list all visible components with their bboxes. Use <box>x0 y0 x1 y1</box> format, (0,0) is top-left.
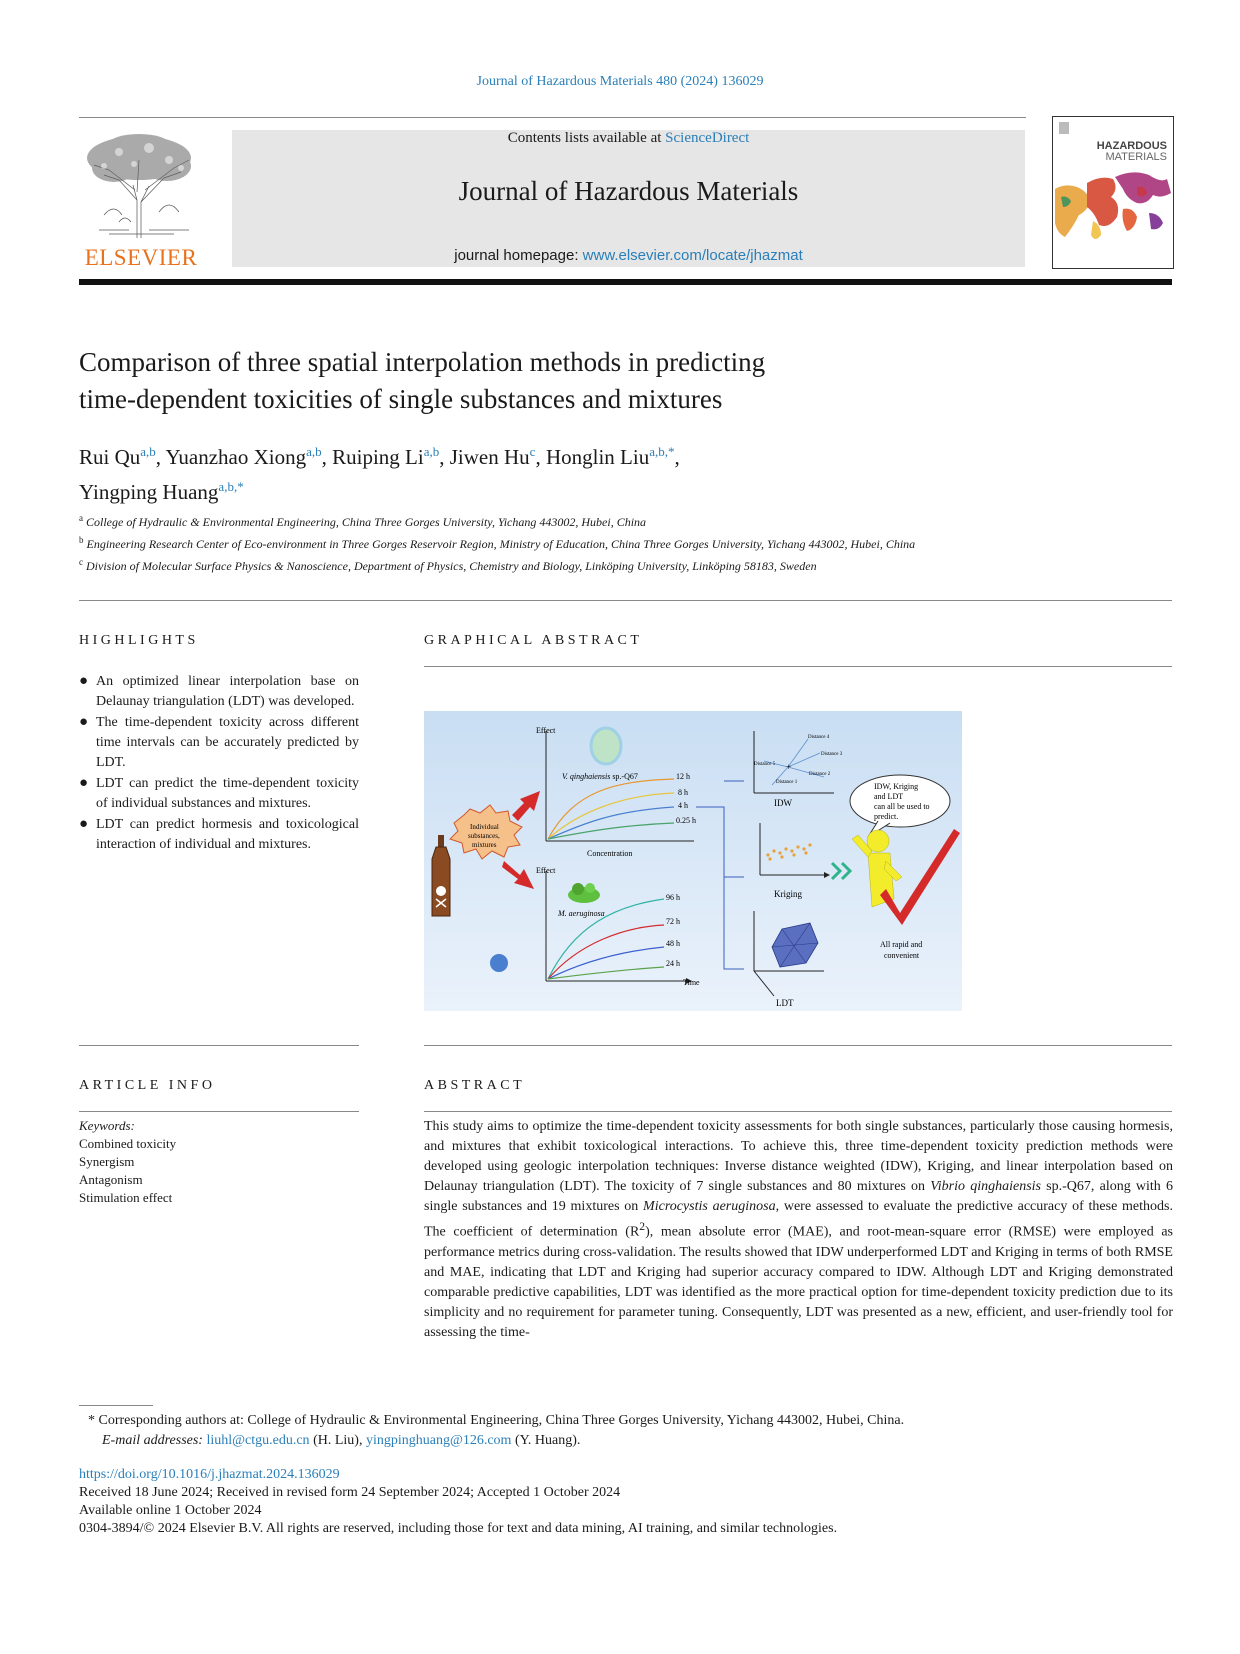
title-line-1: Comparison of three spatial interpolation methods in predicting <box>79 347 766 377</box>
affiliation <box>79 553 1019 575</box>
homepage-prefix: journal homepage: <box>454 247 583 264</box>
ldt-label: LDT <box>776 998 794 1008</box>
highlight-item: ● LDT can predict the time-dependent toxicity of individual substances and mixtures. <box>79 774 359 814</box>
affiliation-mark: c <box>79 557 83 567</box>
journal-cover-image[interactable] <box>1052 116 1174 269</box>
keyword: Synergism <box>79 1154 135 1169</box>
ga-concentration-label: Concentration <box>587 849 633 858</box>
highlight-item: ● LDT can predict hormesis and toxicological interaction of individual and mixtures. <box>79 815 359 855</box>
section-rule <box>424 1045 1172 1046</box>
masthead-rule <box>79 279 1172 285</box>
author <box>332 445 450 469</box>
author <box>79 480 244 504</box>
abstract-species: Microcystis aeruginosa <box>643 1199 776 1214</box>
email2-name: (Y. Huang). <box>511 1433 581 1448</box>
author <box>546 445 680 469</box>
tree-icon <box>79 130 203 240</box>
author-affiliation-mark[interactable]: c <box>529 444 536 459</box>
keyword: Antagonism <box>79 1172 143 1187</box>
label-48h: 48 h <box>666 939 680 948</box>
kriging-label: Kriging <box>774 889 802 899</box>
email-label: E-mail addresses: <box>102 1433 203 1448</box>
cover-title <box>1097 141 1167 163</box>
burst-line1: Individual <box>470 823 499 831</box>
contents-line <box>232 130 1025 147</box>
bubble-line1: IDW, Kriging <box>874 782 919 791</box>
distance5-label: Distance 5 <box>754 762 776 767</box>
ga-vq-label: V. qinghaiensis sp.-Q67 <box>562 772 638 781</box>
highlights-heading: HIGHLIGHTS <box>79 633 199 648</box>
label-72h: 72 h <box>666 917 680 926</box>
contents-prefix: Contents lists available at <box>507 130 666 146</box>
abstract-text-part: This study aims to optimize the time-dependent toxicity assessments for both single substances, particularly those causing hormesis, and mixtures that exhibit toxicological interactions. To achieve this, three time-dependent toxicity prediction methods were developed using geologic interpolation techniques: Inverse distance weighted (IDW), Kriging, and linear interpolation based on Delaunay triangulation (LDT). The toxicity of 7 single substances and 80 mixtures on <box>424 1119 1173 1194</box>
affiliation-mark: a <box>79 513 83 523</box>
abstract-heading: ABSTRACT <box>424 1078 526 1093</box>
abstract-species: Vibrio qinghaiensis <box>930 1179 1041 1194</box>
top-rule <box>79 117 1026 118</box>
journal-title: Journal of Hazardous Materials <box>458 176 799 206</box>
ga-ma-label: M. aeruginosa <box>558 909 605 918</box>
author-affiliation-mark[interactable]: a,b <box>423 444 440 459</box>
article-title <box>79 344 979 418</box>
received-dates: Received 18 June 2024; Received in revised form 24 September 2024; Accepted 1 October 2024 <box>79 1485 621 1500</box>
copyright: 0304-3894/© 2024 Elsevier B.V. All rights are reserved, including those for text and data mining, AI training, and similar technologies. <box>79 1521 838 1536</box>
doi-link[interactable]: https://doi.org/10.1016/j.jhazmat.2024.136029 <box>79 1467 340 1482</box>
article-info-rule <box>79 1111 359 1112</box>
author <box>79 445 166 469</box>
email-link-huang[interactable]: yingpinghuang@126.com <box>365 1433 512 1448</box>
idw-label: IDW <box>774 798 792 808</box>
abstract-body <box>424 1117 1173 1343</box>
ga-rule <box>424 666 1172 667</box>
author-name: Yingping Huang <box>79 480 219 504</box>
distance4-label: Distance 4 <box>808 735 830 740</box>
author-name: Yuanzhao Xiong <box>165 445 307 469</box>
distance3-label: Distance 3 <box>821 752 843 757</box>
burst-line3: mixtures <box>472 841 497 849</box>
label-8h: 8 h <box>678 788 688 797</box>
affiliation-mark: b <box>79 535 84 545</box>
blue-dot <box>490 954 508 972</box>
author-separator: , <box>674 445 680 469</box>
abstract-text-part: sp.-Q67, along with 6 single substances and 19 mixtures on <box>424 1179 1173 1214</box>
author-affiliation-mark[interactable]: a,b,* <box>218 479 244 494</box>
rapid-line1: All rapid and <box>880 940 923 949</box>
highlight-item: ● The time-dependent toxicity across different time intervals can be accurately predicted by LDT. <box>79 713 359 773</box>
affiliation <box>79 531 1019 553</box>
author-affiliation-mark[interactable]: a,b,* <box>649 444 675 459</box>
ga-effect-bottom: Effect <box>536 866 556 875</box>
abstract-rule <box>424 1111 1172 1112</box>
highlights-list <box>79 672 359 856</box>
affiliation-text: College of Hydraulic & Environmental Engineering, China Three Gorges University, Yichang 443002, Hubei, China <box>86 515 647 529</box>
affiliation <box>79 509 1019 531</box>
abstract-text-part: ), mean absolute error (MAE), and root-mean-square error (RMSE) were employed as performance metrics during cross-validation. The results showed that IDW underperformed LDT and Kriging in terms of both RMSE and MAE, indicating that LDT and Kriging had superior accuracy compared to IDW. Although LDT and Kriging demonstrated comparable predictive capabilities, LDT was identified as the more practical option for time-dependent toxicity prediction due to its simplicity and no requirement for parameter tuning. Consequently, LDT was presented as a new, efficient, and user-friendly tool for assessing the time- <box>424 1224 1173 1340</box>
highlight-item: ● An optimized linear interpolation base on Delaunay triangulation (LDT) was developed. <box>79 672 359 712</box>
footnote-rule <box>79 1405 153 1406</box>
affiliation-text: Engineering Research Center of Eco-environment in Three Gorges Reservoir Region, Ministry of Education, China Three Gorges University, Yichang 443002, Hubei, China <box>86 537 916 551</box>
title-line-2: time-dependent toxicities of single substances and mixtures <box>79 384 723 414</box>
affiliation-text: Division of Molecular Surface Physics & Nanoscience, Department of Physics, Chemistry and Biology, Linköping University, Linköping 58183, Sweden <box>86 559 817 573</box>
journal-masthead <box>232 130 1025 267</box>
section-rule <box>79 600 1172 601</box>
author-name: Jiwen Hu <box>449 445 530 469</box>
section-rule <box>79 1045 359 1046</box>
affiliations <box>79 509 1019 575</box>
graphical-abstract-figure[interactable] <box>424 711 962 1011</box>
keyword: Stimulation effect <box>79 1190 173 1205</box>
ga-effect-top: Effect <box>536 726 556 735</box>
ga-svg <box>424 711 962 1011</box>
article-info-heading: ARTICLE INFO <box>79 1078 216 1093</box>
ga-time-label: Time <box>683 978 700 987</box>
author <box>166 445 333 469</box>
author <box>450 445 546 469</box>
author-name: Honglin Liu <box>545 445 650 469</box>
email-link-liu[interactable]: liuhl@ctgu.edu.cn <box>206 1433 310 1448</box>
bacterium-icon <box>591 728 621 764</box>
abstract-superscript: 2 <box>639 1220 646 1233</box>
label-4h: 4 h <box>678 801 688 810</box>
bubble-line3: can all be used to <box>874 802 930 811</box>
keyword: Combined toxicity <box>79 1136 177 1151</box>
keywords-block <box>79 1117 176 1207</box>
corresponding-text: Corresponding authors at: College of Hydraulic & Environmental Engineering, China Three Gorges University, Yichang 443002, Hubei, China. <box>98 1413 905 1428</box>
idw-center-mark: + <box>786 762 792 772</box>
rapid-line2: convenient <box>884 951 920 960</box>
cover-title-line2: MATERIALS <box>1105 151 1167 163</box>
author-separator: , <box>321 445 333 469</box>
footnote-star: * <box>88 1413 95 1428</box>
abstract-text-part: , were assessed to evaluate the predictive accuracy of these methods. The coefficient of determination (R <box>424 1199 1173 1240</box>
label-24h: 24 h <box>666 959 680 968</box>
homepage-line <box>232 247 1025 264</box>
bubble-line2: and LDT <box>874 792 904 801</box>
available-online: Available online 1 October 2024 <box>79 1503 262 1518</box>
label-96h: 96 h <box>666 893 680 902</box>
corresponding-footnote <box>88 1411 1178 1451</box>
distance1-label: Distance 1 <box>776 780 798 785</box>
burst-line2: substances, <box>468 832 500 840</box>
homepage-link[interactable]: www.elsevier.com/locate/jhazmat <box>582 247 803 264</box>
bubble-line4: predict. <box>874 812 899 821</box>
keywords-label: Keywords: <box>79 1118 135 1133</box>
label-025h: 0.25 h <box>676 816 696 825</box>
author-affiliation-mark[interactable]: a,b <box>140 444 156 459</box>
publication-info <box>79 1466 1169 1538</box>
author-name: Ruiping Li <box>332 445 424 469</box>
journal-citation-link[interactable]: Journal of Hazardous Materials 480 (2024) 136029 <box>476 74 764 89</box>
graphical-abstract-heading: GRAPHICAL ABSTRACT <box>424 633 643 648</box>
cover-title-line1: HAZARDOUS <box>1096 140 1167 152</box>
author-separator: , <box>439 445 450 469</box>
distance2-label: Distance 2 <box>809 772 831 777</box>
author-list <box>79 437 1079 507</box>
email1-name: (H. Liu), <box>309 1433 366 1448</box>
elsevier-wordmark: ELSEVIER <box>84 245 198 270</box>
author-separator: , <box>535 445 546 469</box>
author-separator: , <box>155 445 166 469</box>
label-12h: 12 h <box>676 772 690 781</box>
author-affiliation-mark[interactable]: a,b <box>306 444 322 459</box>
author-name: Rui Qu <box>79 445 141 469</box>
sciencedirect-link[interactable]: ScienceDirect <box>665 130 750 146</box>
